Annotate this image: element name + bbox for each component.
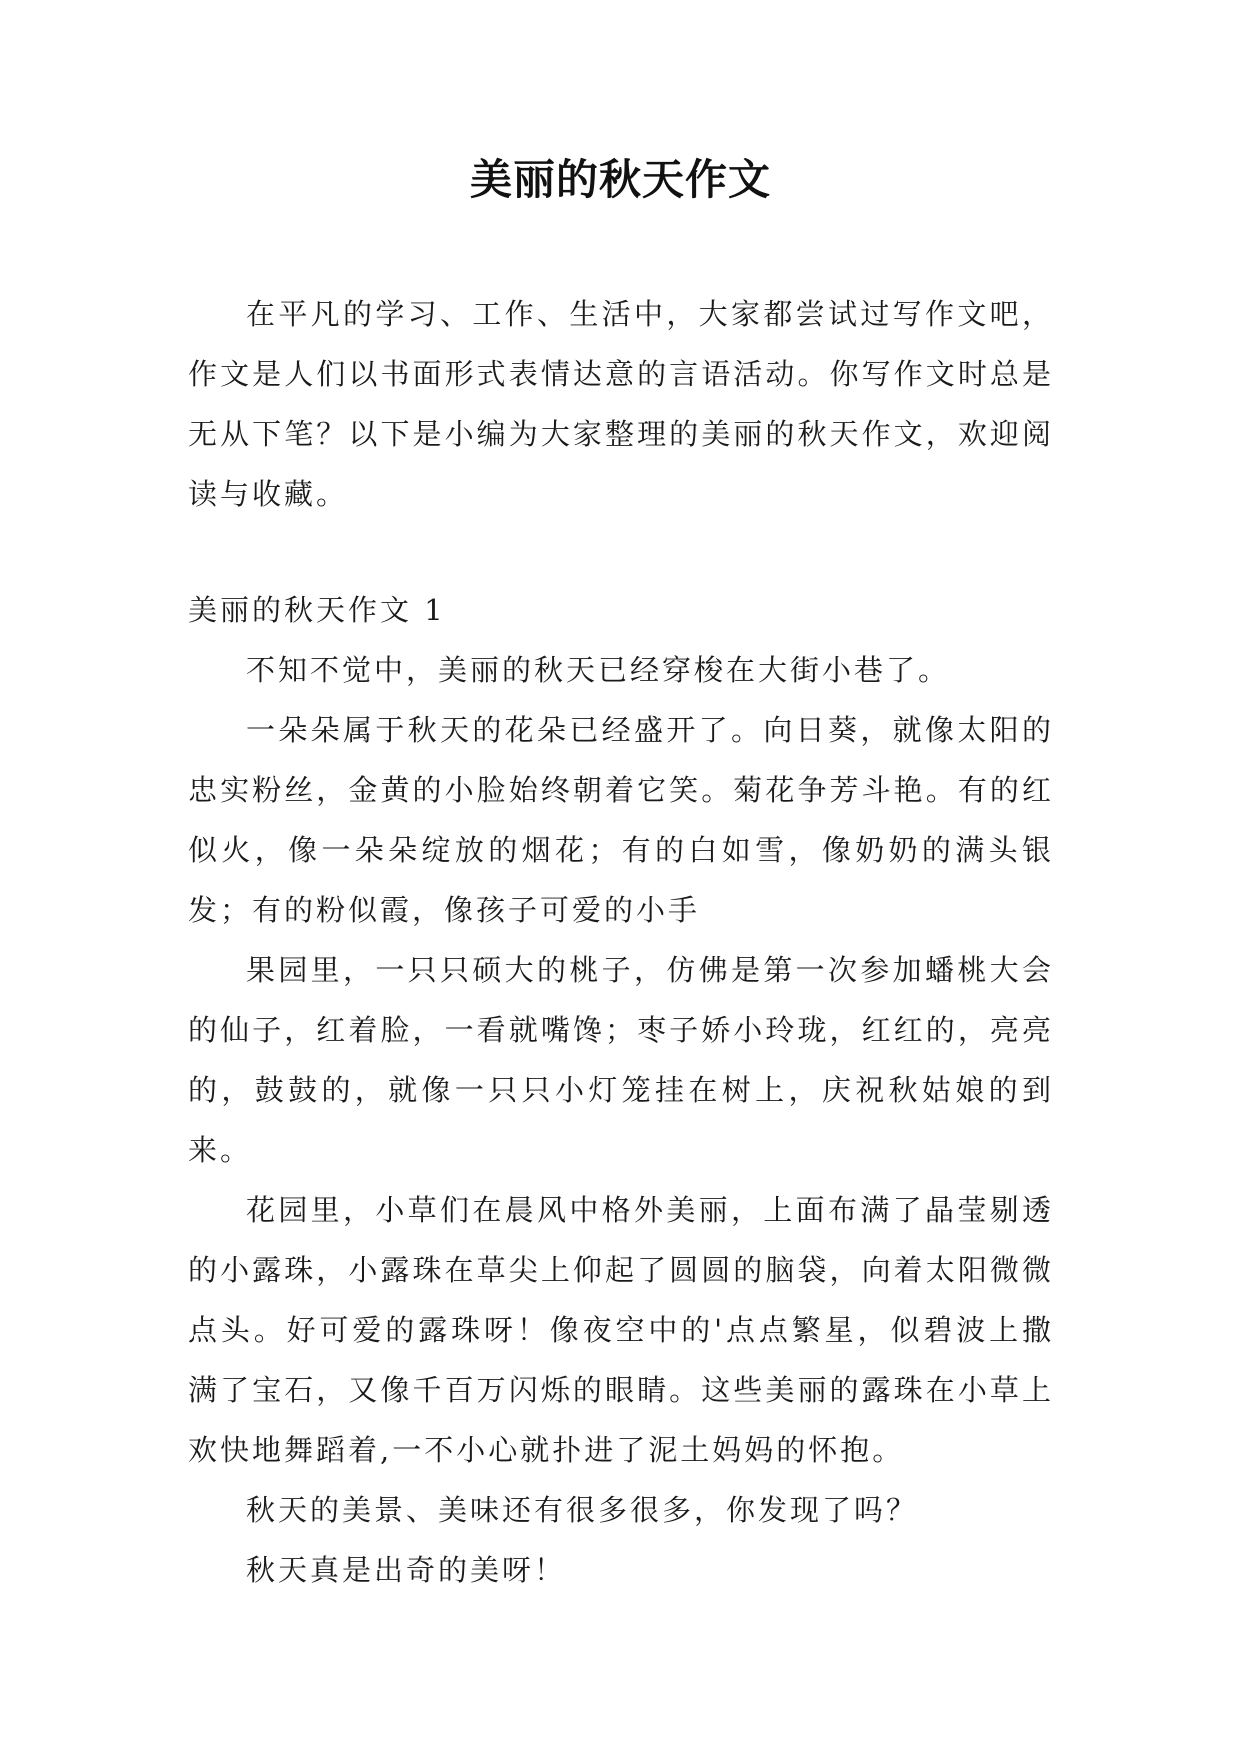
document-body bbox=[188, 284, 1054, 1600]
body-paragraph-4: 花园里，小草们在晨风中格外美丽，上面布满了晶莹剔透的小露珠，小露珠在草尖上仰起了圆圆的脑袋，向着太阳微微点头。好可爱的露珠呀！像夜空中的'点点繁星，似碧波上撒满了宝石，又像千百万闪烁的眼睛。这些美丽的露珠在小草上欢快地舞蹈着,一不小心就扑进了泥土妈妈的怀抱。 bbox=[188, 1193, 1054, 1467]
section-heading: 美丽的秋天作文 1 bbox=[188, 593, 446, 627]
body-paragraph-5: 秋天的美景、美味还有很多很多，你发现了吗？ bbox=[246, 1493, 919, 1527]
body-paragraph-1: 不知不觉中，美丽的秋天已经穿梭在大街小巷了。 bbox=[246, 653, 951, 687]
body-paragraph-2: 一朵朵属于秋天的花朵已经盛开了。向日葵，就像太阳的忠实粉丝，金黄的小脸始终朝着它笑。菊花争芳斗艳。有的红似火，像一朵朵绽放的烟花；有的白如雪，像奶奶的满头银发；有的粉似霞，像孩子可爱的小手 bbox=[188, 713, 1054, 927]
intro-paragraph: 在平凡的学习、工作、生活中，大家都尝试过写作文吧，作文是人们以书面形式表情达意的言语活动。你写作文时总是无从下笔？以下是小编为大家整理的美丽的秋天作文，欢迎阅读与收藏。 bbox=[188, 297, 1054, 511]
body-paragraph-6: 秋天真是出奇的美呀！ bbox=[246, 1553, 567, 1587]
body-paragraph-3: 果园里，一只只硕大的桃子，仿佛是第一次参加蟠桃大会的仙子，红着脸，一看就嘴馋；枣子娇小玲珑，红红的，亮亮的，鼓鼓的，就像一只只小灯笼挂在树上，庆祝秋姑娘的到来。 bbox=[188, 953, 1054, 1167]
document-title: 美丽的秋天作文 bbox=[469, 155, 771, 204]
